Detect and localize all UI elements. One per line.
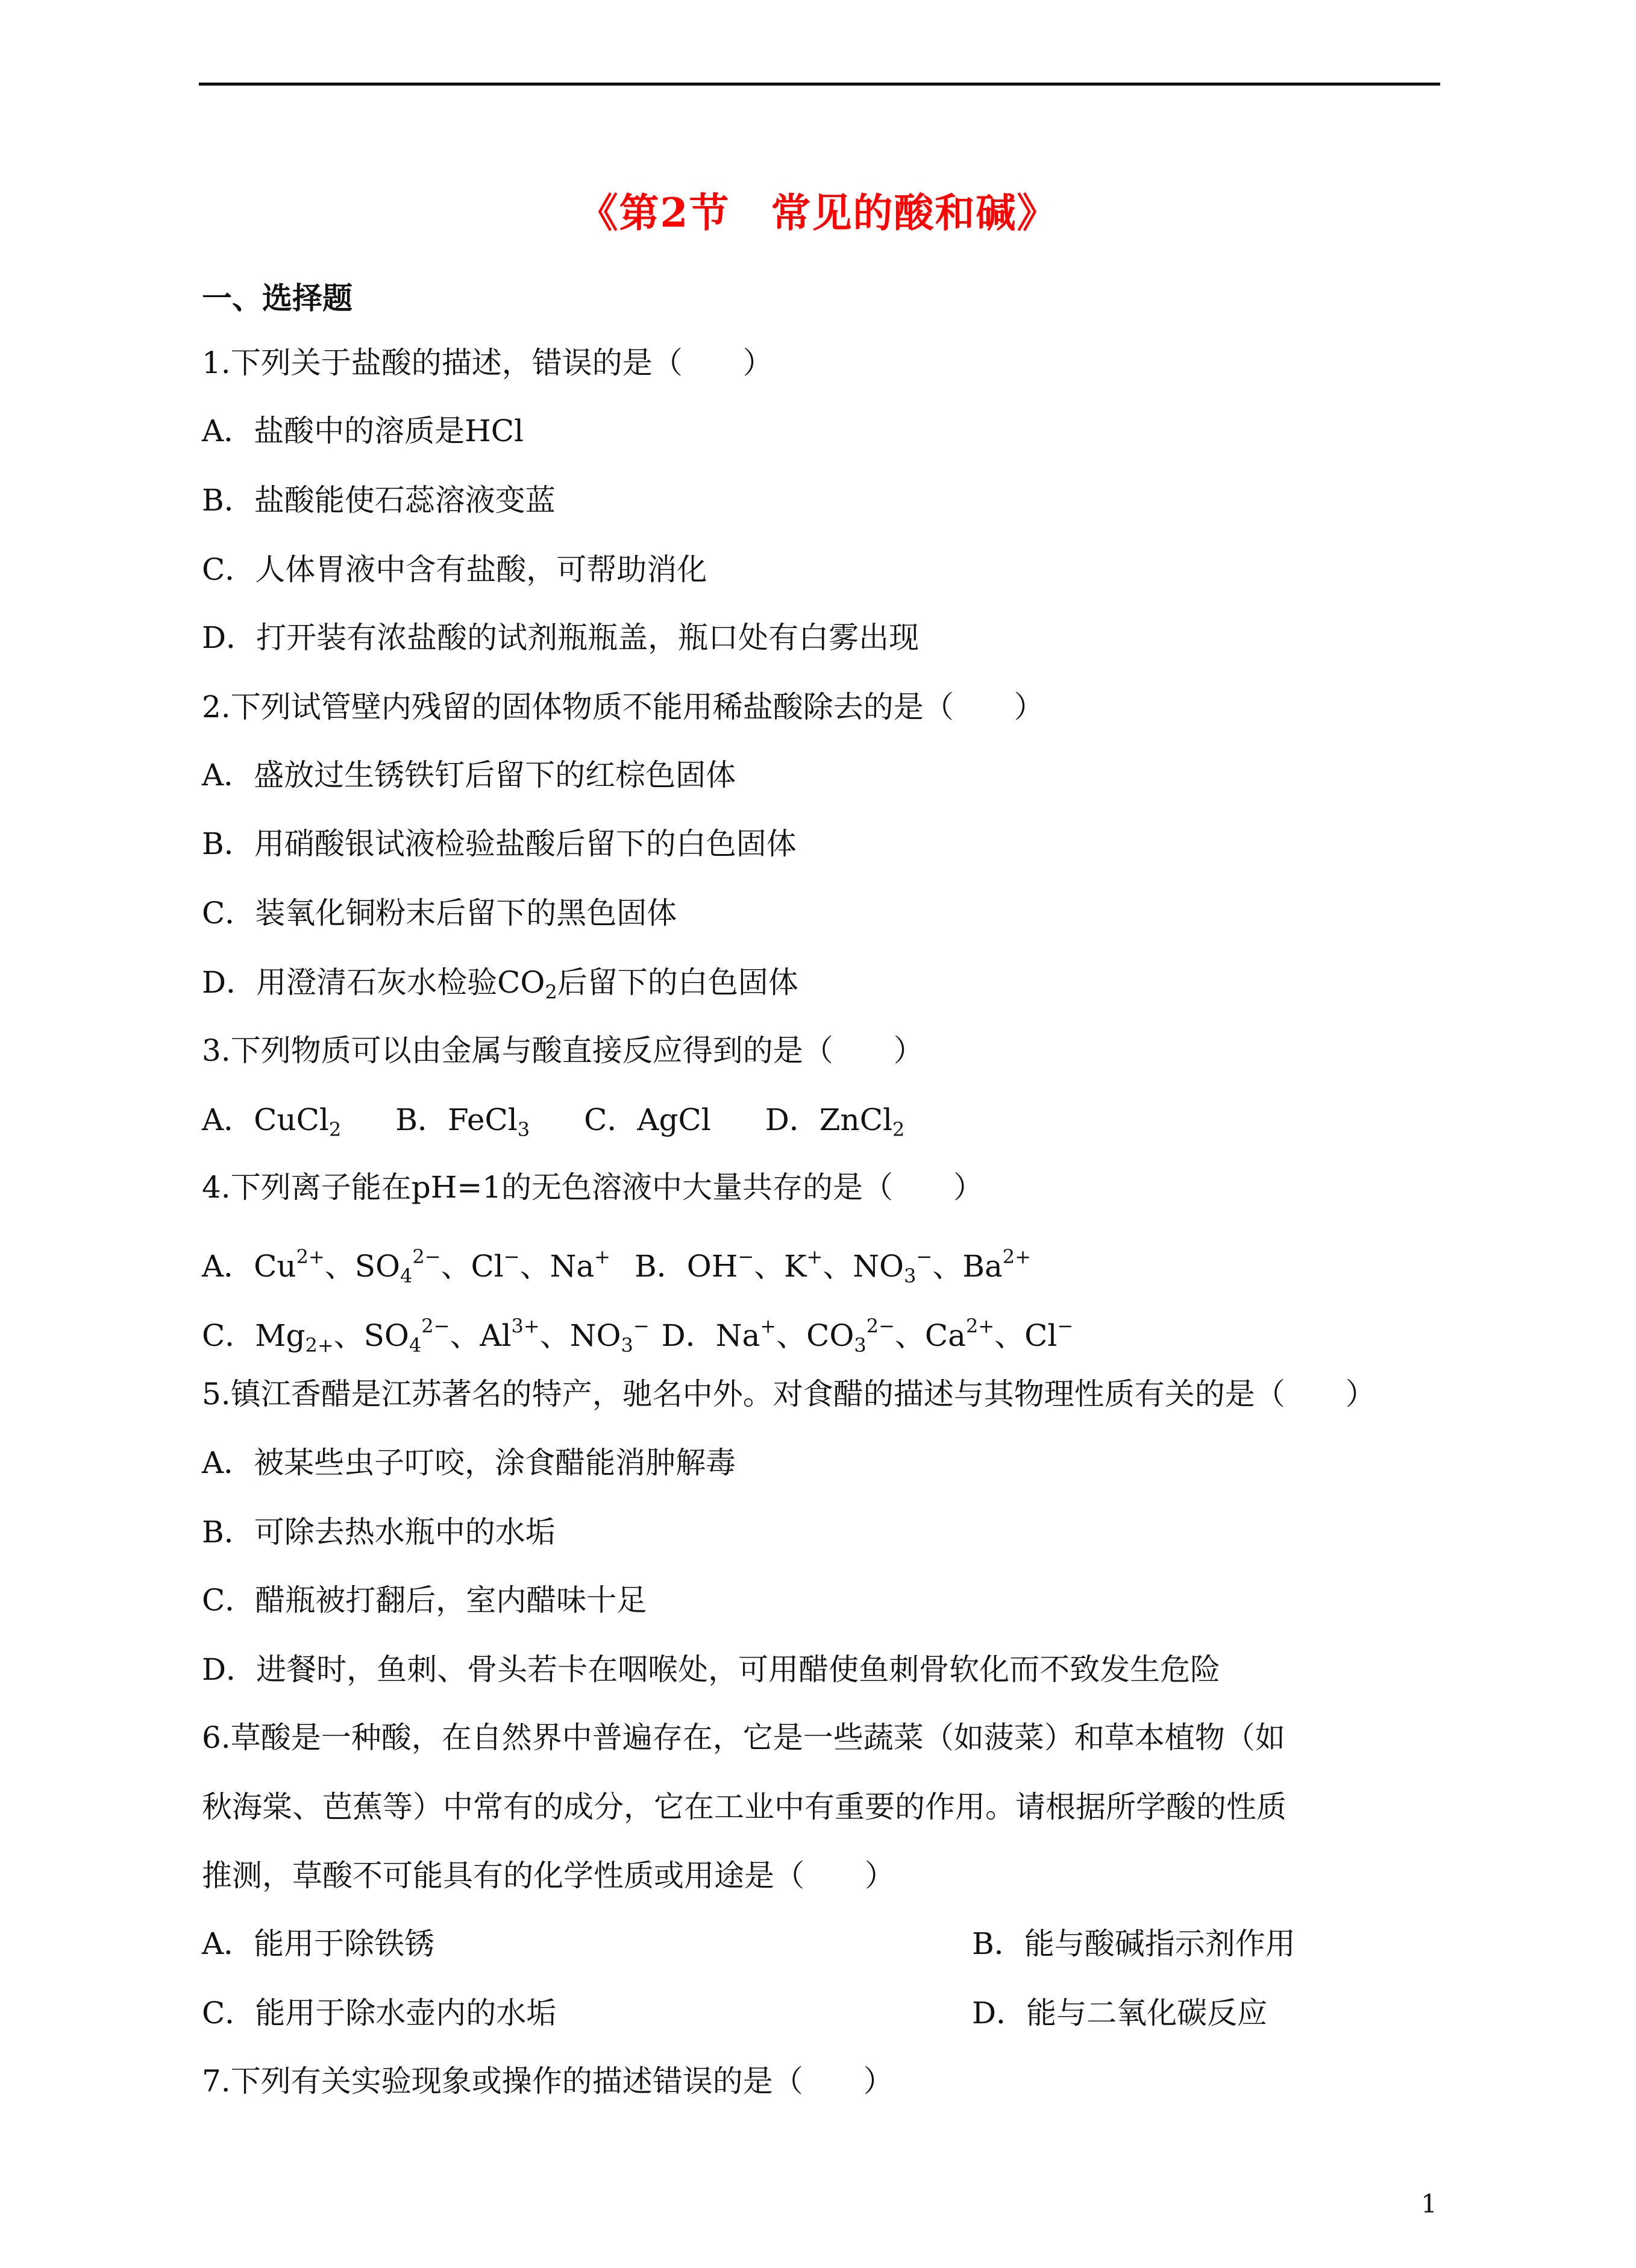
q6-options-cd xyxy=(202,1995,1268,2031)
q4-stem: 4.下列离子能在pH=1的无色溶液中大量共存的是（ ） xyxy=(202,1170,984,1205)
q1-option-b: B．盐酸能使石蕊溶液变蓝 xyxy=(202,483,556,518)
q5-option-b: B．可除去热水瓶中的水垢 xyxy=(202,1515,556,1550)
page-number: 1 xyxy=(1421,2189,1437,2219)
q7-stem: 7.下列有关实验现象或操作的描述错误的是（ ） xyxy=(202,2064,894,2099)
q6-stem-line-3: 推测，草酸不可能具有的化学性质或用途是（ ） xyxy=(202,1858,895,1893)
q2-stem: 2.下列试管壁内残留的固体物质不能用稀盐酸除去的是（ ） xyxy=(202,690,1044,724)
q5-option-c: C．醋瓶被打翻后，室内醋味十足 xyxy=(202,1583,647,1618)
q1-option-a: A．盐酸中的溶质是HCl xyxy=(202,413,524,448)
q1-stem: 1.下列关于盐酸的描述，错误的是（ ） xyxy=(202,345,773,380)
q5-option-a: A．被某些虫子叮咬，涂食醋能消肿解毒 xyxy=(202,1445,736,1480)
q2-option-a: A．盛放过生锈铁钉后留下的红棕色固体 xyxy=(202,758,736,793)
q4-option-c: C．$Mg_{2+}$、$SO_4^{2-}$、$Al^{3+}$、$NO_3^-$ xyxy=(202,1315,650,1357)
q6-option-a: A．能用于除铁锈 xyxy=(202,1926,435,1961)
q2-option-d: D．用澄清石灰水检验$CO_2$后留下的白色固体 xyxy=(202,965,798,1004)
q3-option-d: D．ZnCl$_2$ xyxy=(765,1102,905,1141)
section-heading: 一、选择题 xyxy=(202,280,353,316)
q4-options-ab xyxy=(202,1239,1031,1294)
q6-stem-line-2: 秋海棠、芭蕉等）中常有的成分，它在工业中有重要的作用。请根据所学酸的性质 xyxy=(202,1789,1287,1824)
q4-option-d: D．Na+、$CO_3^{2-}$、$Ca^{2+}$、Cl− xyxy=(661,1315,1074,1357)
q6-stem-line-1: 6.草酸是一种酸，在自然界中普遍存在，它是一些蔬菜（如菠菜）和草本植物（如 xyxy=(202,1720,1285,1755)
q3-option-b: B．FeCl$_3$ xyxy=(395,1102,530,1141)
q6-option-d: D．能与二氧化碳反应 xyxy=(972,1996,1268,2031)
page-title: 《第2节 常见的酸和碱》 xyxy=(578,189,1058,236)
q2-option-c: C．装氧化铜粉末后留下的黑色固体 xyxy=(202,896,677,931)
q6-options-ab xyxy=(202,1926,1296,1962)
q4-options-cd xyxy=(202,1308,1073,1363)
q3-options xyxy=(202,1102,904,1148)
q3-stem: 3.下列物质可以由金属与酸直接反应得到的是（ ） xyxy=(202,1033,924,1068)
q2-option-b: B．用硝酸银试液检验盐酸后留下的白色固体 xyxy=(202,826,797,861)
q6-option-c: C．能用于除水壶内的水垢 xyxy=(202,1996,557,2031)
q1-option-d: D．打开装有浓盐酸的试剂瓶瓶盖，瓶口处有白雾出现 xyxy=(202,620,920,655)
q3-option-c: C．AgCl xyxy=(584,1102,711,1137)
header-rule xyxy=(199,83,1440,86)
q1-option-c: C．人体胃液中含有盐酸，可帮助消化 xyxy=(202,552,707,587)
q3-option-a: A．CuCl$_2$ xyxy=(202,1102,342,1141)
q4-option-b: B．OH−、K+、$NO_3^-$、$Ba^{2+}$ xyxy=(634,1245,1031,1287)
q6-option-b: B．能与酸碱指示剂作用 xyxy=(972,1926,1296,1961)
q4-option-a: A．$Cu^{2+}$、$SO_4^{2-}$、Cl−、Na+ xyxy=(202,1245,610,1287)
q5-stem: 5.镇江香醋是江苏著名的特产，驰名中外。对食醋的描述与其物理性质有关的是（ ） xyxy=(202,1377,1376,1412)
q5-option-d: D．进餐时，鱼刺、骨头若卡在咽喉处，可用醋使鱼刺骨软化而不致发生危险 xyxy=(202,1652,1221,1687)
